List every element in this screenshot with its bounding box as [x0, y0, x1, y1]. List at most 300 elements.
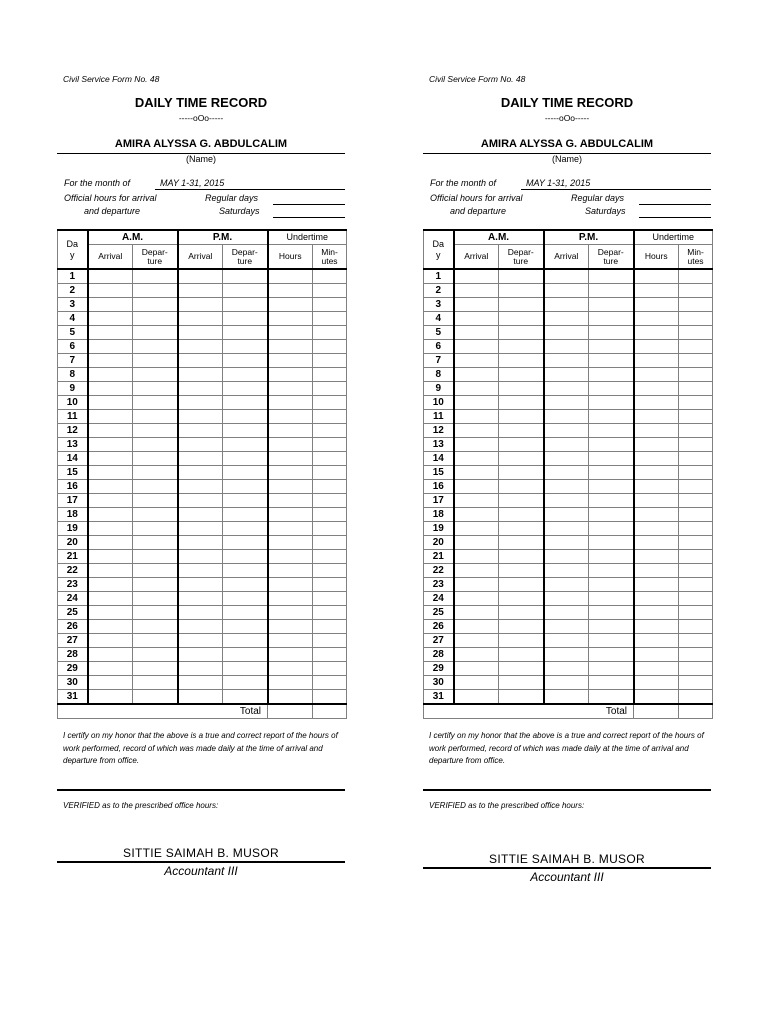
am-departure-cell[interactable]: [499, 536, 544, 550]
undertime-hours-cell[interactable]: [634, 382, 679, 396]
pm-arrival-cell[interactable]: [544, 354, 589, 368]
pm-arrival-cell[interactable]: [178, 382, 223, 396]
undertime-hours-cell[interactable]: [634, 508, 679, 522]
am-departure-cell[interactable]: [133, 662, 178, 676]
pm-departure-cell[interactable]: [589, 634, 634, 648]
pm-departure-cell[interactable]: [589, 676, 634, 690]
pm-arrival-cell[interactable]: [178, 536, 223, 550]
am-arrival-cell[interactable]: [454, 452, 499, 466]
pm-departure-cell[interactable]: [223, 396, 268, 410]
pm-arrival-cell[interactable]: [178, 466, 223, 480]
pm-arrival-cell[interactable]: [544, 690, 589, 705]
am-departure-cell[interactable]: [133, 340, 178, 354]
am-departure-cell[interactable]: [133, 466, 178, 480]
am-departure-cell[interactable]: [133, 284, 178, 298]
undertime-minutes-cell[interactable]: [313, 410, 347, 424]
undertime-minutes-cell[interactable]: [313, 676, 347, 690]
am-arrival-cell[interactable]: [88, 620, 133, 634]
am-departure-cell[interactable]: [133, 676, 178, 690]
pm-departure-cell[interactable]: [223, 354, 268, 368]
am-arrival-cell[interactable]: [454, 438, 499, 452]
pm-departure-cell[interactable]: [223, 494, 268, 508]
undertime-hours-cell[interactable]: [268, 634, 313, 648]
am-arrival-cell[interactable]: [454, 648, 499, 662]
am-arrival-cell[interactable]: [88, 564, 133, 578]
undertime-minutes-cell[interactable]: [313, 368, 347, 382]
undertime-minutes-cell[interactable]: [679, 269, 713, 284]
pm-departure-cell[interactable]: [589, 269, 634, 284]
pm-arrival-cell[interactable]: [544, 438, 589, 452]
am-arrival-cell[interactable]: [88, 340, 133, 354]
undertime-hours-cell[interactable]: [268, 326, 313, 340]
am-arrival-cell[interactable]: [454, 606, 499, 620]
undertime-minutes-cell[interactable]: [679, 424, 713, 438]
am-departure-cell[interactable]: [133, 354, 178, 368]
am-arrival-cell[interactable]: [88, 550, 133, 564]
pm-arrival-cell[interactable]: [178, 508, 223, 522]
pm-departure-cell[interactable]: [589, 298, 634, 312]
pm-arrival-cell[interactable]: [178, 606, 223, 620]
pm-departure-cell[interactable]: [589, 522, 634, 536]
am-arrival-cell[interactable]: [454, 508, 499, 522]
undertime-minutes-cell[interactable]: [313, 480, 347, 494]
pm-arrival-cell[interactable]: [178, 550, 223, 564]
am-arrival-cell[interactable]: [88, 424, 133, 438]
undertime-hours-cell[interactable]: [634, 466, 679, 480]
am-departure-cell[interactable]: [499, 466, 544, 480]
saturdays-field[interactable]: [639, 217, 711, 218]
pm-departure-cell[interactable]: [589, 550, 634, 564]
pm-departure-cell[interactable]: [223, 648, 268, 662]
pm-departure-cell[interactable]: [223, 662, 268, 676]
am-departure-cell[interactable]: [133, 592, 178, 606]
undertime-hours-cell[interactable]: [268, 648, 313, 662]
pm-departure-cell[interactable]: [589, 452, 634, 466]
pm-departure-cell[interactable]: [589, 494, 634, 508]
am-arrival-cell[interactable]: [454, 494, 499, 508]
undertime-hours-cell[interactable]: [268, 494, 313, 508]
am-arrival-cell[interactable]: [454, 326, 499, 340]
am-arrival-cell[interactable]: [88, 410, 133, 424]
undertime-hours-cell[interactable]: [634, 634, 679, 648]
undertime-minutes-cell[interactable]: [679, 452, 713, 466]
undertime-minutes-cell[interactable]: [679, 620, 713, 634]
am-arrival-cell[interactable]: [454, 382, 499, 396]
am-departure-cell[interactable]: [133, 634, 178, 648]
pm-arrival-cell[interactable]: [544, 298, 589, 312]
undertime-minutes-cell[interactable]: [679, 312, 713, 326]
am-arrival-cell[interactable]: [454, 578, 499, 592]
pm-departure-cell[interactable]: [589, 354, 634, 368]
pm-departure-cell[interactable]: [223, 466, 268, 480]
pm-arrival-cell[interactable]: [544, 564, 589, 578]
pm-arrival-cell[interactable]: [544, 536, 589, 550]
undertime-hours-cell[interactable]: [634, 452, 679, 466]
pm-departure-cell[interactable]: [589, 536, 634, 550]
pm-arrival-cell[interactable]: [544, 676, 589, 690]
undertime-hours-cell[interactable]: [634, 326, 679, 340]
undertime-minutes-cell[interactable]: [313, 522, 347, 536]
pm-departure-cell[interactable]: [589, 606, 634, 620]
pm-departure-cell[interactable]: [223, 606, 268, 620]
am-departure-cell[interactable]: [499, 298, 544, 312]
am-arrival-cell[interactable]: [88, 326, 133, 340]
pm-departure-cell[interactable]: [589, 396, 634, 410]
undertime-hours-cell[interactable]: [268, 452, 313, 466]
undertime-hours-cell[interactable]: [268, 382, 313, 396]
am-arrival-cell[interactable]: [88, 438, 133, 452]
pm-arrival-cell[interactable]: [178, 578, 223, 592]
am-departure-cell[interactable]: [133, 312, 178, 326]
pm-departure-cell[interactable]: [223, 438, 268, 452]
am-departure-cell[interactable]: [133, 410, 178, 424]
am-departure-cell[interactable]: [499, 424, 544, 438]
pm-arrival-cell[interactable]: [544, 606, 589, 620]
am-arrival-cell[interactable]: [88, 662, 133, 676]
undertime-hours-cell[interactable]: [634, 550, 679, 564]
am-arrival-cell[interactable]: [88, 592, 133, 606]
am-departure-cell[interactable]: [133, 480, 178, 494]
pm-departure-cell[interactable]: [589, 592, 634, 606]
am-arrival-cell[interactable]: [88, 480, 133, 494]
am-departure-cell[interactable]: [499, 620, 544, 634]
undertime-hours-cell[interactable]: [268, 269, 313, 284]
undertime-minutes-cell[interactable]: [679, 522, 713, 536]
undertime-minutes-cell[interactable]: [313, 690, 347, 705]
am-departure-cell[interactable]: [499, 284, 544, 298]
undertime-hours-cell[interactable]: [634, 424, 679, 438]
am-arrival-cell[interactable]: [454, 368, 499, 382]
undertime-hours-cell[interactable]: [634, 396, 679, 410]
am-arrival-cell[interactable]: [454, 340, 499, 354]
am-arrival-cell[interactable]: [454, 564, 499, 578]
pm-departure-cell[interactable]: [223, 634, 268, 648]
pm-arrival-cell[interactable]: [178, 452, 223, 466]
am-departure-cell[interactable]: [133, 382, 178, 396]
am-arrival-cell[interactable]: [454, 676, 499, 690]
pm-arrival-cell[interactable]: [544, 312, 589, 326]
pm-departure-cell[interactable]: [589, 508, 634, 522]
pm-departure-cell[interactable]: [223, 550, 268, 564]
am-departure-cell[interactable]: [133, 550, 178, 564]
am-departure-cell[interactable]: [133, 438, 178, 452]
am-departure-cell[interactable]: [499, 508, 544, 522]
am-arrival-cell[interactable]: [454, 662, 499, 676]
pm-arrival-cell[interactable]: [544, 620, 589, 634]
undertime-minutes-cell[interactable]: [679, 690, 713, 705]
am-arrival-cell[interactable]: [88, 606, 133, 620]
undertime-minutes-cell[interactable]: [313, 312, 347, 326]
am-departure-cell[interactable]: [133, 494, 178, 508]
am-arrival-cell[interactable]: [88, 578, 133, 592]
am-departure-cell[interactable]: [133, 368, 178, 382]
am-arrival-cell[interactable]: [88, 354, 133, 368]
undertime-hours-cell[interactable]: [634, 662, 679, 676]
undertime-hours-cell[interactable]: [268, 676, 313, 690]
undertime-hours-cell[interactable]: [634, 522, 679, 536]
undertime-hours-cell[interactable]: [268, 354, 313, 368]
am-departure-cell[interactable]: [133, 452, 178, 466]
pm-arrival-cell[interactable]: [178, 424, 223, 438]
undertime-hours-cell[interactable]: [634, 312, 679, 326]
undertime-minutes-cell[interactable]: [679, 298, 713, 312]
pm-arrival-cell[interactable]: [178, 410, 223, 424]
pm-arrival-cell[interactable]: [544, 410, 589, 424]
undertime-minutes-cell[interactable]: [313, 326, 347, 340]
pm-departure-cell[interactable]: [223, 620, 268, 634]
regular-days-field[interactable]: [639, 204, 711, 205]
undertime-minutes-cell[interactable]: [679, 438, 713, 452]
undertime-hours-cell[interactable]: [268, 298, 313, 312]
undertime-minutes-cell[interactable]: [313, 269, 347, 284]
undertime-minutes-cell[interactable]: [679, 648, 713, 662]
pm-arrival-cell[interactable]: [178, 354, 223, 368]
undertime-hours-cell[interactable]: [634, 269, 679, 284]
am-departure-cell[interactable]: [499, 312, 544, 326]
undertime-minutes-cell[interactable]: [313, 284, 347, 298]
undertime-hours-cell[interactable]: [634, 536, 679, 550]
am-arrival-cell[interactable]: [454, 592, 499, 606]
total-hours-cell[interactable]: [268, 704, 313, 719]
am-departure-cell[interactable]: [499, 396, 544, 410]
pm-arrival-cell[interactable]: [178, 438, 223, 452]
am-departure-cell[interactable]: [499, 269, 544, 284]
pm-departure-cell[interactable]: [223, 578, 268, 592]
undertime-hours-cell[interactable]: [634, 592, 679, 606]
pm-departure-cell[interactable]: [589, 648, 634, 662]
am-arrival-cell[interactable]: [88, 634, 133, 648]
undertime-hours-cell[interactable]: [634, 676, 679, 690]
undertime-hours-cell[interactable]: [268, 438, 313, 452]
am-arrival-cell[interactable]: [454, 480, 499, 494]
undertime-minutes-cell[interactable]: [313, 298, 347, 312]
am-departure-cell[interactable]: [499, 340, 544, 354]
undertime-minutes-cell[interactable]: [313, 382, 347, 396]
am-departure-cell[interactable]: [133, 298, 178, 312]
pm-departure-cell[interactable]: [223, 480, 268, 494]
undertime-hours-cell[interactable]: [268, 410, 313, 424]
pm-arrival-cell[interactable]: [544, 480, 589, 494]
pm-departure-cell[interactable]: [223, 564, 268, 578]
am-departure-cell[interactable]: [133, 606, 178, 620]
pm-arrival-cell[interactable]: [178, 634, 223, 648]
pm-departure-cell[interactable]: [223, 508, 268, 522]
am-departure-cell[interactable]: [499, 564, 544, 578]
am-departure-cell[interactable]: [133, 424, 178, 438]
am-departure-cell[interactable]: [499, 410, 544, 424]
am-departure-cell[interactable]: [133, 620, 178, 634]
am-arrival-cell[interactable]: [88, 368, 133, 382]
undertime-hours-cell[interactable]: [268, 606, 313, 620]
undertime-hours-cell[interactable]: [268, 312, 313, 326]
undertime-hours-cell[interactable]: [268, 690, 313, 705]
undertime-minutes-cell[interactable]: [679, 564, 713, 578]
pm-arrival-cell[interactable]: [544, 326, 589, 340]
am-arrival-cell[interactable]: [88, 312, 133, 326]
undertime-hours-cell[interactable]: [634, 284, 679, 298]
pm-departure-cell[interactable]: [223, 340, 268, 354]
pm-arrival-cell[interactable]: [544, 424, 589, 438]
total-hours-cell[interactable]: [634, 704, 679, 719]
undertime-minutes-cell[interactable]: [679, 592, 713, 606]
pm-arrival-cell[interactable]: [178, 676, 223, 690]
regular-days-field[interactable]: [273, 204, 345, 205]
undertime-hours-cell[interactable]: [268, 424, 313, 438]
am-departure-cell[interactable]: [133, 648, 178, 662]
undertime-hours-cell[interactable]: [268, 284, 313, 298]
undertime-minutes-cell[interactable]: [313, 340, 347, 354]
pm-departure-cell[interactable]: [223, 382, 268, 396]
am-departure-cell[interactable]: [499, 368, 544, 382]
pm-departure-cell[interactable]: [589, 578, 634, 592]
am-departure-cell[interactable]: [499, 690, 544, 705]
undertime-minutes-cell[interactable]: [313, 578, 347, 592]
pm-arrival-cell[interactable]: [178, 340, 223, 354]
undertime-hours-cell[interactable]: [634, 410, 679, 424]
undertime-minutes-cell[interactable]: [313, 466, 347, 480]
am-arrival-cell[interactable]: [454, 284, 499, 298]
am-arrival-cell[interactable]: [88, 269, 133, 284]
pm-arrival-cell[interactable]: [178, 564, 223, 578]
pm-arrival-cell[interactable]: [178, 368, 223, 382]
am-arrival-cell[interactable]: [454, 424, 499, 438]
am-arrival-cell[interactable]: [88, 648, 133, 662]
am-arrival-cell[interactable]: [88, 396, 133, 410]
am-arrival-cell[interactable]: [454, 620, 499, 634]
pm-arrival-cell[interactable]: [544, 466, 589, 480]
undertime-minutes-cell[interactable]: [679, 676, 713, 690]
undertime-minutes-cell[interactable]: [679, 536, 713, 550]
pm-departure-cell[interactable]: [589, 410, 634, 424]
undertime-hours-cell[interactable]: [268, 522, 313, 536]
undertime-hours-cell[interactable]: [268, 466, 313, 480]
undertime-minutes-cell[interactable]: [313, 550, 347, 564]
pm-departure-cell[interactable]: [223, 592, 268, 606]
undertime-minutes-cell[interactable]: [679, 494, 713, 508]
am-arrival-cell[interactable]: [88, 452, 133, 466]
pm-departure-cell[interactable]: [223, 326, 268, 340]
am-arrival-cell[interactable]: [88, 382, 133, 396]
pm-arrival-cell[interactable]: [178, 326, 223, 340]
pm-arrival-cell[interactable]: [178, 662, 223, 676]
undertime-hours-cell[interactable]: [634, 298, 679, 312]
am-departure-cell[interactable]: [499, 550, 544, 564]
pm-departure-cell[interactable]: [223, 368, 268, 382]
pm-departure-cell[interactable]: [589, 620, 634, 634]
pm-departure-cell[interactable]: [223, 424, 268, 438]
undertime-hours-cell[interactable]: [634, 578, 679, 592]
am-arrival-cell[interactable]: [454, 536, 499, 550]
am-arrival-cell[interactable]: [454, 298, 499, 312]
am-arrival-cell[interactable]: [88, 536, 133, 550]
undertime-minutes-cell[interactable]: [679, 410, 713, 424]
pm-arrival-cell[interactable]: [544, 578, 589, 592]
pm-arrival-cell[interactable]: [178, 522, 223, 536]
undertime-minutes-cell[interactable]: [313, 648, 347, 662]
am-departure-cell[interactable]: [133, 578, 178, 592]
am-departure-cell[interactable]: [499, 592, 544, 606]
pm-arrival-cell[interactable]: [178, 690, 223, 705]
undertime-minutes-cell[interactable]: [313, 396, 347, 410]
am-arrival-cell[interactable]: [88, 284, 133, 298]
am-arrival-cell[interactable]: [454, 466, 499, 480]
am-departure-cell[interactable]: [499, 452, 544, 466]
undertime-minutes-cell[interactable]: [679, 662, 713, 676]
undertime-minutes-cell[interactable]: [679, 480, 713, 494]
undertime-minutes-cell[interactable]: [313, 564, 347, 578]
undertime-minutes-cell[interactable]: [313, 606, 347, 620]
pm-departure-cell[interactable]: [223, 522, 268, 536]
pm-departure-cell[interactable]: [223, 536, 268, 550]
undertime-minutes-cell[interactable]: [313, 662, 347, 676]
pm-arrival-cell[interactable]: [178, 312, 223, 326]
undertime-minutes-cell[interactable]: [313, 452, 347, 466]
undertime-minutes-cell[interactable]: [679, 578, 713, 592]
undertime-hours-cell[interactable]: [634, 648, 679, 662]
am-departure-cell[interactable]: [499, 578, 544, 592]
am-arrival-cell[interactable]: [454, 354, 499, 368]
pm-arrival-cell[interactable]: [178, 480, 223, 494]
pm-departure-cell[interactable]: [223, 284, 268, 298]
undertime-hours-cell[interactable]: [268, 396, 313, 410]
pm-arrival-cell[interactable]: [178, 620, 223, 634]
undertime-hours-cell[interactable]: [634, 606, 679, 620]
am-arrival-cell[interactable]: [88, 676, 133, 690]
pm-departure-cell[interactable]: [223, 410, 268, 424]
am-departure-cell[interactable]: [499, 662, 544, 676]
undertime-minutes-cell[interactable]: [679, 634, 713, 648]
am-arrival-cell[interactable]: [88, 690, 133, 705]
pm-arrival-cell[interactable]: [544, 508, 589, 522]
pm-departure-cell[interactable]: [589, 312, 634, 326]
undertime-minutes-cell[interactable]: [313, 620, 347, 634]
undertime-hours-cell[interactable]: [268, 550, 313, 564]
undertime-minutes-cell[interactable]: [679, 326, 713, 340]
undertime-minutes-cell[interactable]: [313, 508, 347, 522]
pm-departure-cell[interactable]: [589, 480, 634, 494]
undertime-hours-cell[interactable]: [268, 662, 313, 676]
undertime-hours-cell[interactable]: [268, 340, 313, 354]
pm-arrival-cell[interactable]: [544, 550, 589, 564]
pm-arrival-cell[interactable]: [544, 522, 589, 536]
pm-departure-cell[interactable]: [589, 438, 634, 452]
am-arrival-cell[interactable]: [88, 494, 133, 508]
am-departure-cell[interactable]: [133, 564, 178, 578]
pm-departure-cell[interactable]: [223, 269, 268, 284]
undertime-hours-cell[interactable]: [268, 368, 313, 382]
undertime-hours-cell[interactable]: [634, 438, 679, 452]
pm-arrival-cell[interactable]: [544, 340, 589, 354]
pm-departure-cell[interactable]: [589, 284, 634, 298]
am-arrival-cell[interactable]: [88, 466, 133, 480]
undertime-hours-cell[interactable]: [634, 480, 679, 494]
pm-arrival-cell[interactable]: [178, 592, 223, 606]
pm-arrival-cell[interactable]: [544, 494, 589, 508]
pm-departure-cell[interactable]: [589, 424, 634, 438]
undertime-minutes-cell[interactable]: [679, 466, 713, 480]
pm-arrival-cell[interactable]: [544, 284, 589, 298]
pm-arrival-cell[interactable]: [544, 634, 589, 648]
am-departure-cell[interactable]: [499, 676, 544, 690]
undertime-hours-cell[interactable]: [268, 480, 313, 494]
pm-arrival-cell[interactable]: [544, 592, 589, 606]
undertime-hours-cell[interactable]: [634, 564, 679, 578]
undertime-hours-cell[interactable]: [634, 494, 679, 508]
am-departure-cell[interactable]: [499, 634, 544, 648]
pm-arrival-cell[interactable]: [178, 648, 223, 662]
am-departure-cell[interactable]: [499, 480, 544, 494]
am-arrival-cell[interactable]: [454, 410, 499, 424]
